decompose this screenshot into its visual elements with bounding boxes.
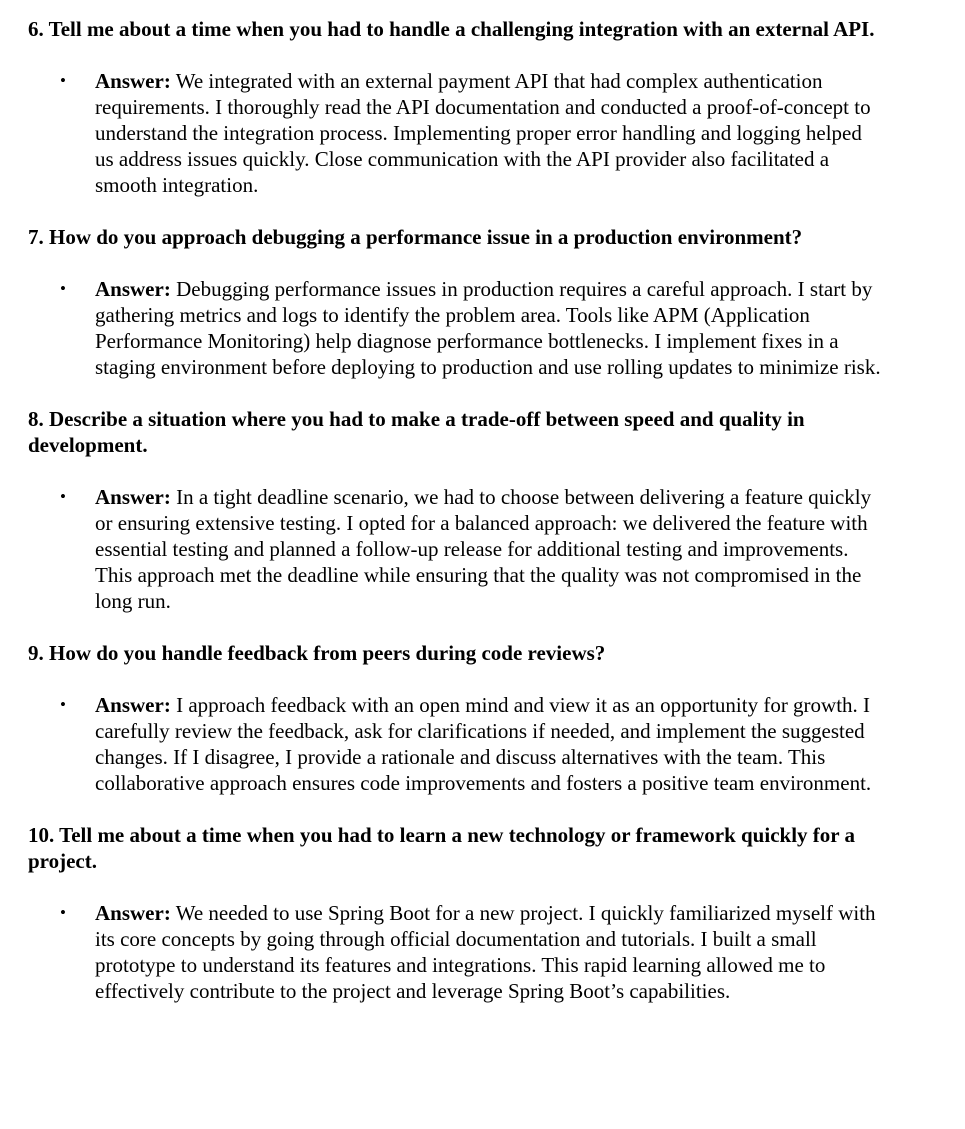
- answer-list: [28, 900, 965, 1004]
- bullet-icon: •: [60, 487, 66, 506]
- question-heading: 10. Tell me about a time when you had to learn a new technology or framework quickly for a project.: [28, 823, 855, 873]
- question-heading: 9. How do you handle feedback from peers during code reviews?: [28, 641, 606, 665]
- answer-list: [28, 68, 965, 198]
- answer-label: Answer:: [95, 485, 171, 509]
- answer-list: [28, 692, 965, 796]
- question-heading: 8. Describe a situation where you had to make a trade-off between speed and quality in development.: [28, 407, 805, 457]
- answer-text: I approach feedback with an open mind and view it as an opportunity for growth. I carefully review the feedback, ask for clarifications if needed, and implement the suggested changes. If I disagree, I provide a rationale and discuss alternatives with the team. This collaborative approach ensures code improvements and fosters a positive team environment.: [95, 693, 872, 795]
- answer-label: Answer:: [95, 693, 171, 717]
- answer-item: [28, 68, 885, 198]
- answer-label: Answer:: [95, 69, 171, 93]
- answer-list: [28, 484, 965, 614]
- answer-text: We integrated with an external payment API that had complex authentication requirements. I thoroughly read the API documentation and conducted a proof-of-concept to understand the integration process. Implementing proper error handling and logging helped us address issues quickly. Close communication with the API provider also facilitated a smooth integration.: [95, 69, 871, 197]
- answer-text: We needed to use Spring Boot for a new project. I quickly familiarized myself with its core concepts by going through official documentation and tutorials. I built a small prototype to understand its features and integrations. This rapid learning allowed me to effectively contribute to the project and leverage Spring Boot’s capabilities.: [95, 901, 876, 1003]
- answer-label: Answer:: [95, 277, 171, 301]
- bullet-icon: •: [60, 903, 66, 922]
- answer-list: [28, 276, 965, 380]
- qa-section-10: [28, 822, 965, 1004]
- question-heading: 7. How do you approach debugging a performance issue in a production environment?: [28, 225, 803, 249]
- qa-section-9: [28, 640, 965, 796]
- bullet-icon: •: [60, 71, 66, 90]
- answer-text: In a tight deadline scenario, we had to choose between delivering a feature quickly or ensuring extensive testing. I opted for a balanced approach: we delivered the feature with essential testing and planned a follow-up release for additional testing and improvements. This approach met the deadline while ensuring that the quality was not compromised in the long run.: [95, 485, 872, 613]
- answer-label: Answer:: [95, 901, 171, 925]
- qa-section-8: [28, 406, 965, 614]
- qa-section-7: [28, 224, 965, 380]
- answer-item: [28, 692, 885, 796]
- question-heading: 6. Tell me about a time when you had to handle a challenging integration with an external API.: [28, 17, 875, 41]
- answer-item: [28, 276, 885, 380]
- qa-section-6: [28, 16, 965, 198]
- answer-item: [28, 484, 885, 614]
- answer-text: Debugging performance issues in production requires a careful approach. I start by gathering metrics and logs to identify the problem area. Tools like APM (Application Performance Monitoring) help diagnose performance bottlenecks. I implement fixes in a staging environment before deploying to production and use rolling updates to minimize risk.: [95, 277, 881, 379]
- bullet-icon: •: [60, 695, 66, 714]
- answer-item: [28, 900, 885, 1004]
- bullet-icon: •: [60, 279, 66, 298]
